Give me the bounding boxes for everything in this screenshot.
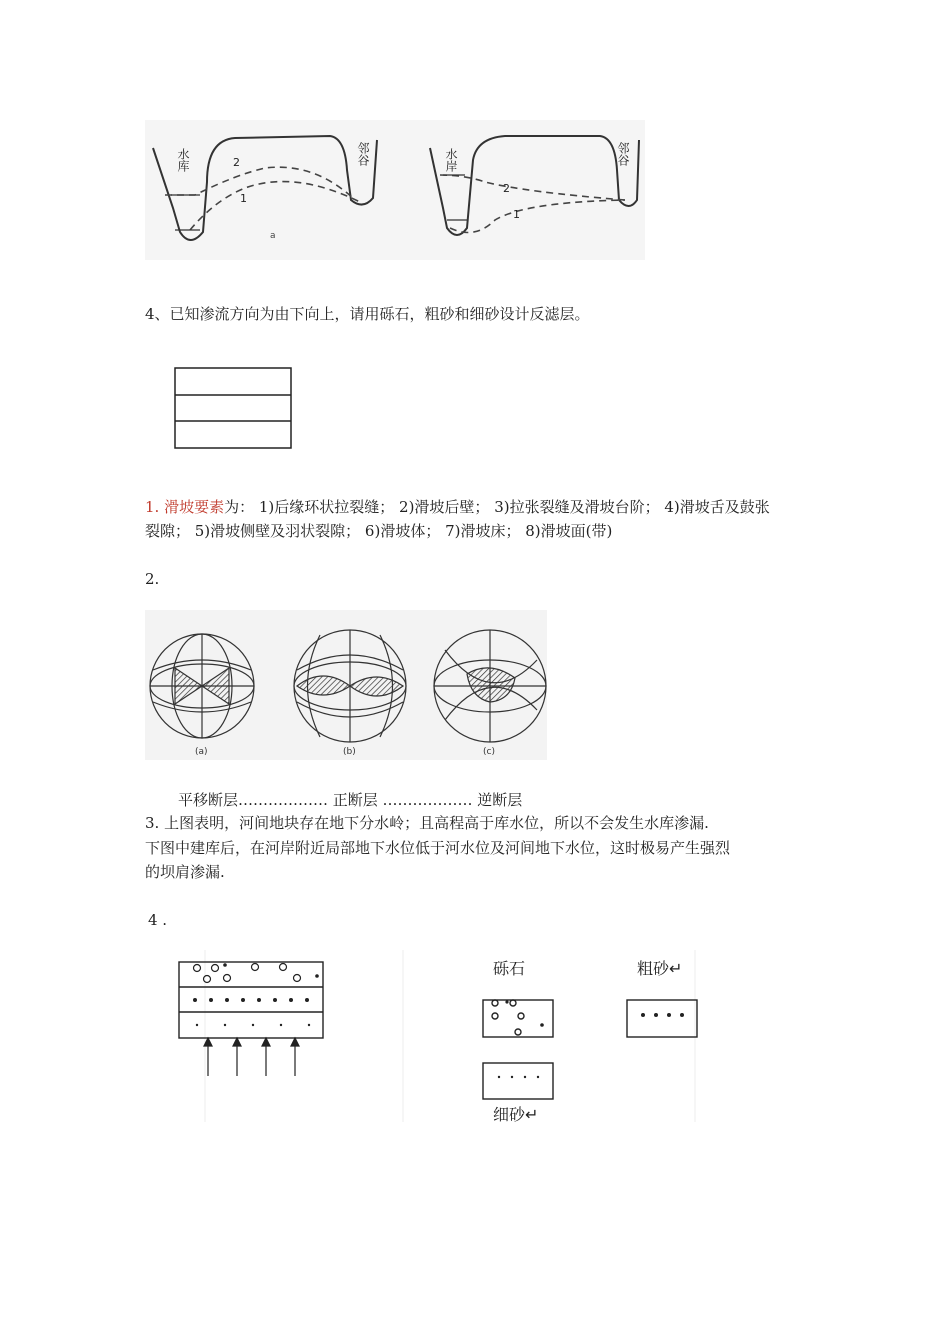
figure-reservoir-sections	[145, 120, 645, 260]
answer-1-title: 1. 滑坡要素	[145, 498, 225, 516]
stereonet-caption-b: (b)	[343, 747, 356, 757]
label-valley-right: 邻谷	[616, 142, 630, 166]
curve-label-1-left: 1	[240, 192, 247, 205]
answer-4-number: 4 .	[148, 911, 168, 929]
label-coarse-sand: 粗砂↵	[637, 959, 683, 978]
fault-types-line: 平移断层……………… 正断层 ……………… 逆断层	[178, 791, 523, 809]
answer-1-line1	[145, 495, 770, 519]
answer-3-line1: 3. 上图表明，河间地块存在地下分水岭；且高程高于库水位，所以不会发生水库渗漏.	[145, 814, 709, 832]
label-fine-sand: 细砂↵	[493, 1105, 539, 1124]
answer-3-line2: 下图中建库后，在河岸附近局部地下水位低于河水位及河间地下水位，这时极易产生强烈	[145, 839, 731, 857]
stereonet-caption-c: (c)	[483, 747, 495, 757]
gravel-layer	[194, 964, 301, 983]
label-gravel: 砾石	[493, 959, 526, 978]
filter-stack	[179, 962, 323, 1038]
curve-label-1-right: 1	[513, 208, 520, 221]
answer-1-line2: 裂隙； 5)滑坡侧壁及羽状裂隙； 6)滑坡体； 7)滑坡床； 8)滑坡面(带)	[145, 522, 613, 540]
stereonet-c	[434, 630, 546, 742]
answer-2-number: 2.	[145, 570, 160, 588]
question-4-text: 4、已知渗流方向为由下向上，请用砾石，粗砂和细砂设计反滤层。	[145, 305, 590, 323]
legend-coarse-sand	[627, 1000, 697, 1037]
curve-label-2-left: 2	[233, 156, 240, 169]
seepage-arrows	[204, 1038, 299, 1076]
label-reservoir-left: 水库	[176, 148, 190, 172]
answer-3-line3: 的坝肩渗漏.	[145, 863, 225, 881]
figure-filter-layers	[175, 950, 705, 1130]
curve-label-2-right: 2	[503, 182, 510, 195]
stereonet-b	[294, 630, 406, 742]
figure-stereonets	[145, 610, 547, 760]
legend-gravel	[483, 1000, 553, 1037]
legend-fine-sand	[483, 1063, 553, 1099]
label-valley-left: 邻谷	[356, 142, 370, 166]
label-reservoir-right: 水岸	[444, 148, 458, 172]
filter-layer-blank-table	[174, 367, 294, 451]
stereonet-caption-a: (a)	[195, 747, 208, 757]
stereonet-a	[150, 634, 254, 738]
answer-1-line1-rest: 为： 1)后缘环状拉裂缝； 2)滑坡后壁； 3)拉张裂缝及滑坡台阶； 4)滑坡舌及鼓张	[224, 498, 770, 516]
mark-a: a	[270, 231, 276, 241]
